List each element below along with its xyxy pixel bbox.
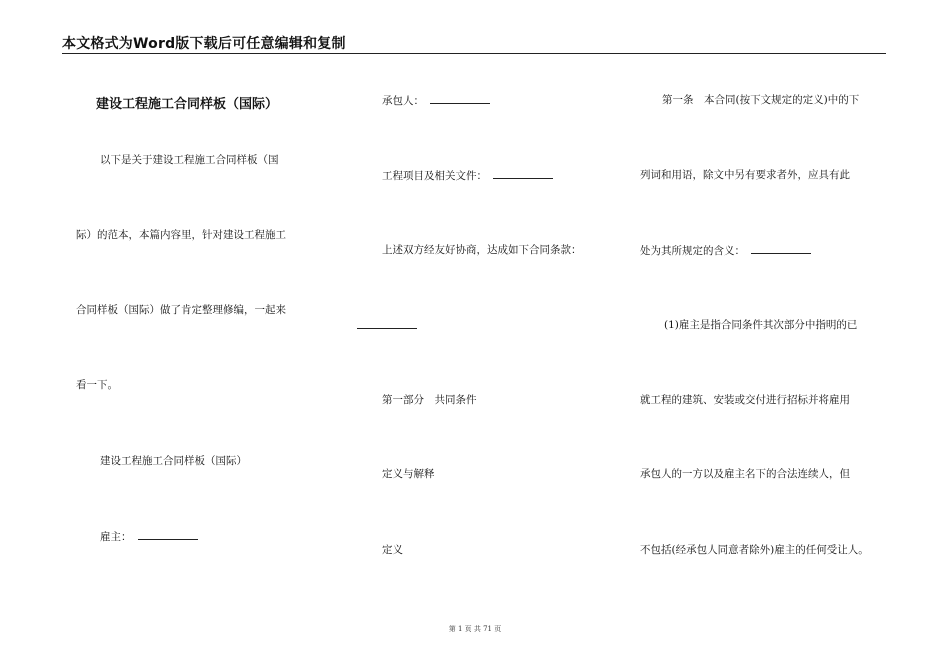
article1-line-1: 第一条 本合同(按下文规定的定义)中的下 — [662, 94, 860, 106]
intro-line-4: 看一下。 — [76, 379, 118, 391]
employer-label: 雇主： — [100, 531, 132, 543]
subtitle: 建设工程施工合同样板（国际） — [100, 455, 247, 467]
header-title: 本文格式为Word版下载后可任意编辑和复制 — [62, 36, 346, 52]
intro-line-2: 际）的范本，本篇内容里，针对建设工程施工 — [76, 229, 286, 241]
article1-line-3-text: 处为其所规定的含义： — [640, 245, 745, 257]
agreement-text: 上述双方经友好协商，达成如下合同条款： — [382, 244, 582, 256]
intro-line-1: 以下是关于建设工程施工合同样板（国 — [100, 154, 279, 166]
document-header — [62, 36, 886, 54]
clause1-line-4: 不包括(经承包人同意者除外)雇主的任何受让人。 — [640, 544, 869, 556]
article1-line-3 — [640, 243, 811, 258]
contractor-label: 承包人： — [382, 95, 424, 107]
contractor-field — [382, 93, 490, 108]
agreement-blank-line — [357, 318, 417, 333]
project-files-field — [382, 168, 553, 183]
part1-heading: 第一部分 共同条件 — [382, 394, 477, 406]
contractor-blank — [430, 93, 490, 104]
employer-blank — [138, 529, 198, 540]
article1-line-2: 列词和用语，除文中另有要求者外，应具有此 — [640, 169, 850, 181]
clause1-line-3: 承包人的一方以及雇主名下的合法连续人，但 — [640, 468, 850, 480]
definition-heading: 定义 — [382, 544, 403, 556]
project-files-blank — [493, 168, 553, 179]
agreement-blank — [357, 318, 417, 329]
meaning-blank — [751, 243, 811, 254]
page-footer: 第 1 页 共 71 页 — [448, 625, 502, 633]
project-files-label: 工程项目及相关文件： — [382, 170, 487, 182]
intro-line-3: 合同样板（国际）做了肯定整理修编，一起来 — [76, 304, 286, 316]
clause1-line-2: 就工程的建筑、安装或交付进行招标并将雇用 — [640, 394, 850, 406]
document-title: 建设工程施工合同样板（国际） — [96, 97, 279, 112]
definitions-heading: 定义与解释 — [382, 468, 435, 480]
employer-field — [100, 529, 198, 544]
clause1-line-1: (1)雇主是指合同条件其次部分中指明的已 — [664, 319, 858, 331]
